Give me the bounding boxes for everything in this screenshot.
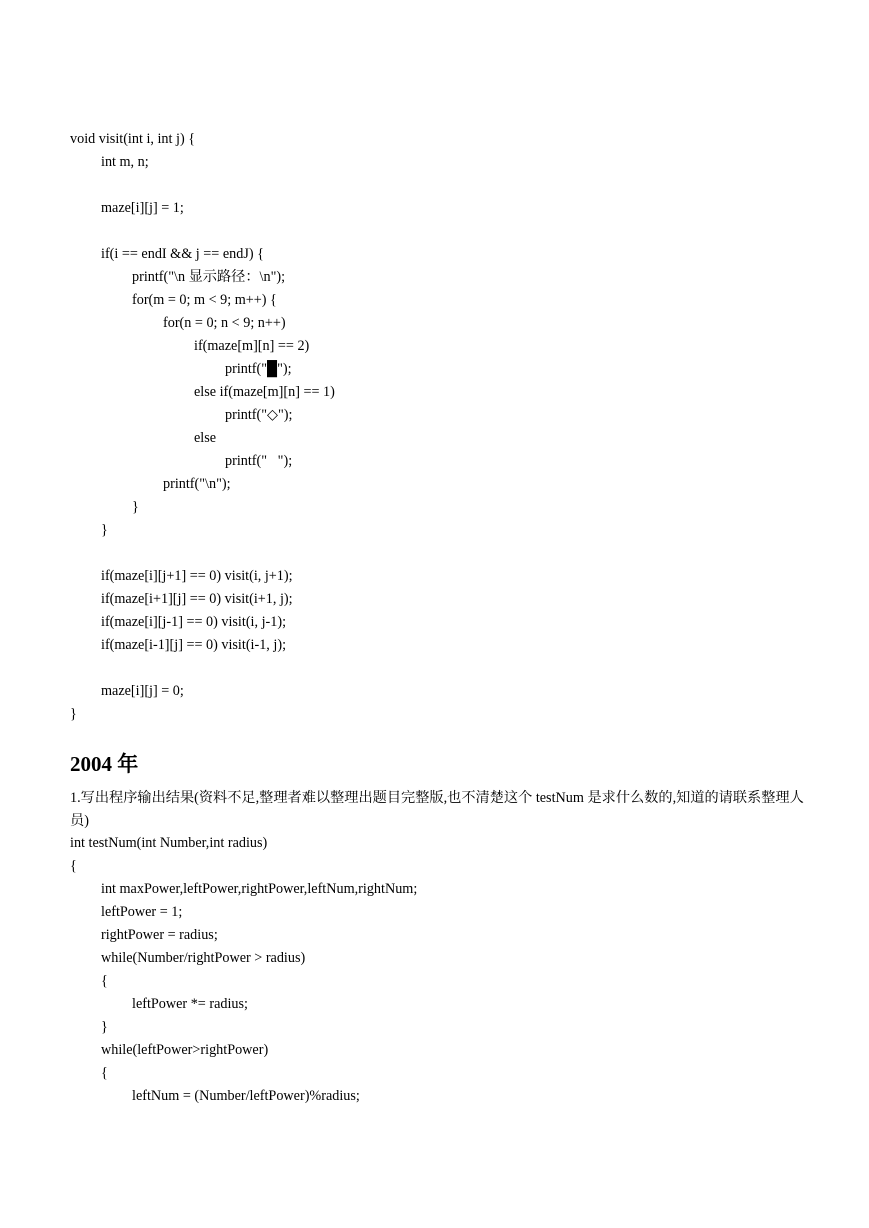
- code-line: [70, 174, 830, 197]
- code-line: leftPower *= radius;: [132, 996, 248, 1012]
- code-line: printf("◇");: [225, 407, 293, 423]
- code-line: if(maze[i][j-1] == 0) visit(i, j-1);: [101, 614, 287, 630]
- code-line: else: [194, 430, 217, 446]
- code-line: printf("█");: [225, 361, 292, 377]
- code-line: while(Number/rightPower > radius): [101, 950, 306, 966]
- code-line: int testNum(int Number,int radius): [70, 835, 268, 851]
- code-line: [70, 657, 830, 680]
- code-line: else if(maze[m][n] == 1): [194, 384, 335, 400]
- code-line: [70, 542, 830, 565]
- code-line: {: [101, 1065, 108, 1081]
- code-line: }: [101, 1019, 108, 1035]
- code-line: {: [70, 858, 77, 874]
- code-line: printf("\n");: [163, 476, 231, 492]
- code-line: printf(" ");: [225, 453, 293, 469]
- code-line: for(n = 0; n < 9; n++): [163, 315, 286, 331]
- code-line: [70, 220, 830, 243]
- code-line: for(m = 0; m < 9; m++) {: [132, 292, 277, 308]
- code-line: if(maze[i+1][j] == 0) visit(i+1, j);: [101, 591, 293, 607]
- code-line: if(maze[i-1][j] == 0) visit(i-1, j);: [101, 637, 287, 653]
- code-line: if(i == endI && j == endJ) {: [101, 246, 264, 262]
- section-heading: 2004 年: [70, 752, 139, 776]
- code-line: if(maze[m][n] == 2): [194, 338, 310, 354]
- code-line: printf("\n 显示路径：\n");: [132, 269, 286, 285]
- code-line: int m, n;: [101, 154, 149, 170]
- code-line: leftNum = (Number/leftPower)%radius;: [132, 1088, 360, 1104]
- question-text: 1.写出程序输出结果(资料不足,整理者难以整理出题目完整版,也不清楚这个 testNum 是求什么数的,知道的请联系整理人员): [70, 790, 804, 829]
- code-line: void visit(int i, int j) {: [70, 131, 196, 147]
- code-line: }: [70, 706, 77, 722]
- code-line: }: [101, 522, 108, 538]
- code-block-visit: [70, 128, 830, 726]
- code-line: if(maze[i][j+1] == 0) visit(i, j+1);: [101, 568, 293, 584]
- code-line: }: [132, 499, 139, 515]
- code-line: maze[i][j] = 1;: [101, 200, 184, 216]
- code-line: while(leftPower>rightPower): [101, 1042, 269, 1058]
- code-line: leftPower = 1;: [101, 904, 183, 920]
- code-block-testnum: [70, 832, 830, 1108]
- code-line: maze[i][j] = 0;: [101, 683, 184, 699]
- code-line: rightPower = radius;: [101, 927, 218, 943]
- code-line: int maxPower,leftPower,rightPower,leftNum,rightNum;: [101, 881, 418, 897]
- code-line: {: [101, 973, 108, 989]
